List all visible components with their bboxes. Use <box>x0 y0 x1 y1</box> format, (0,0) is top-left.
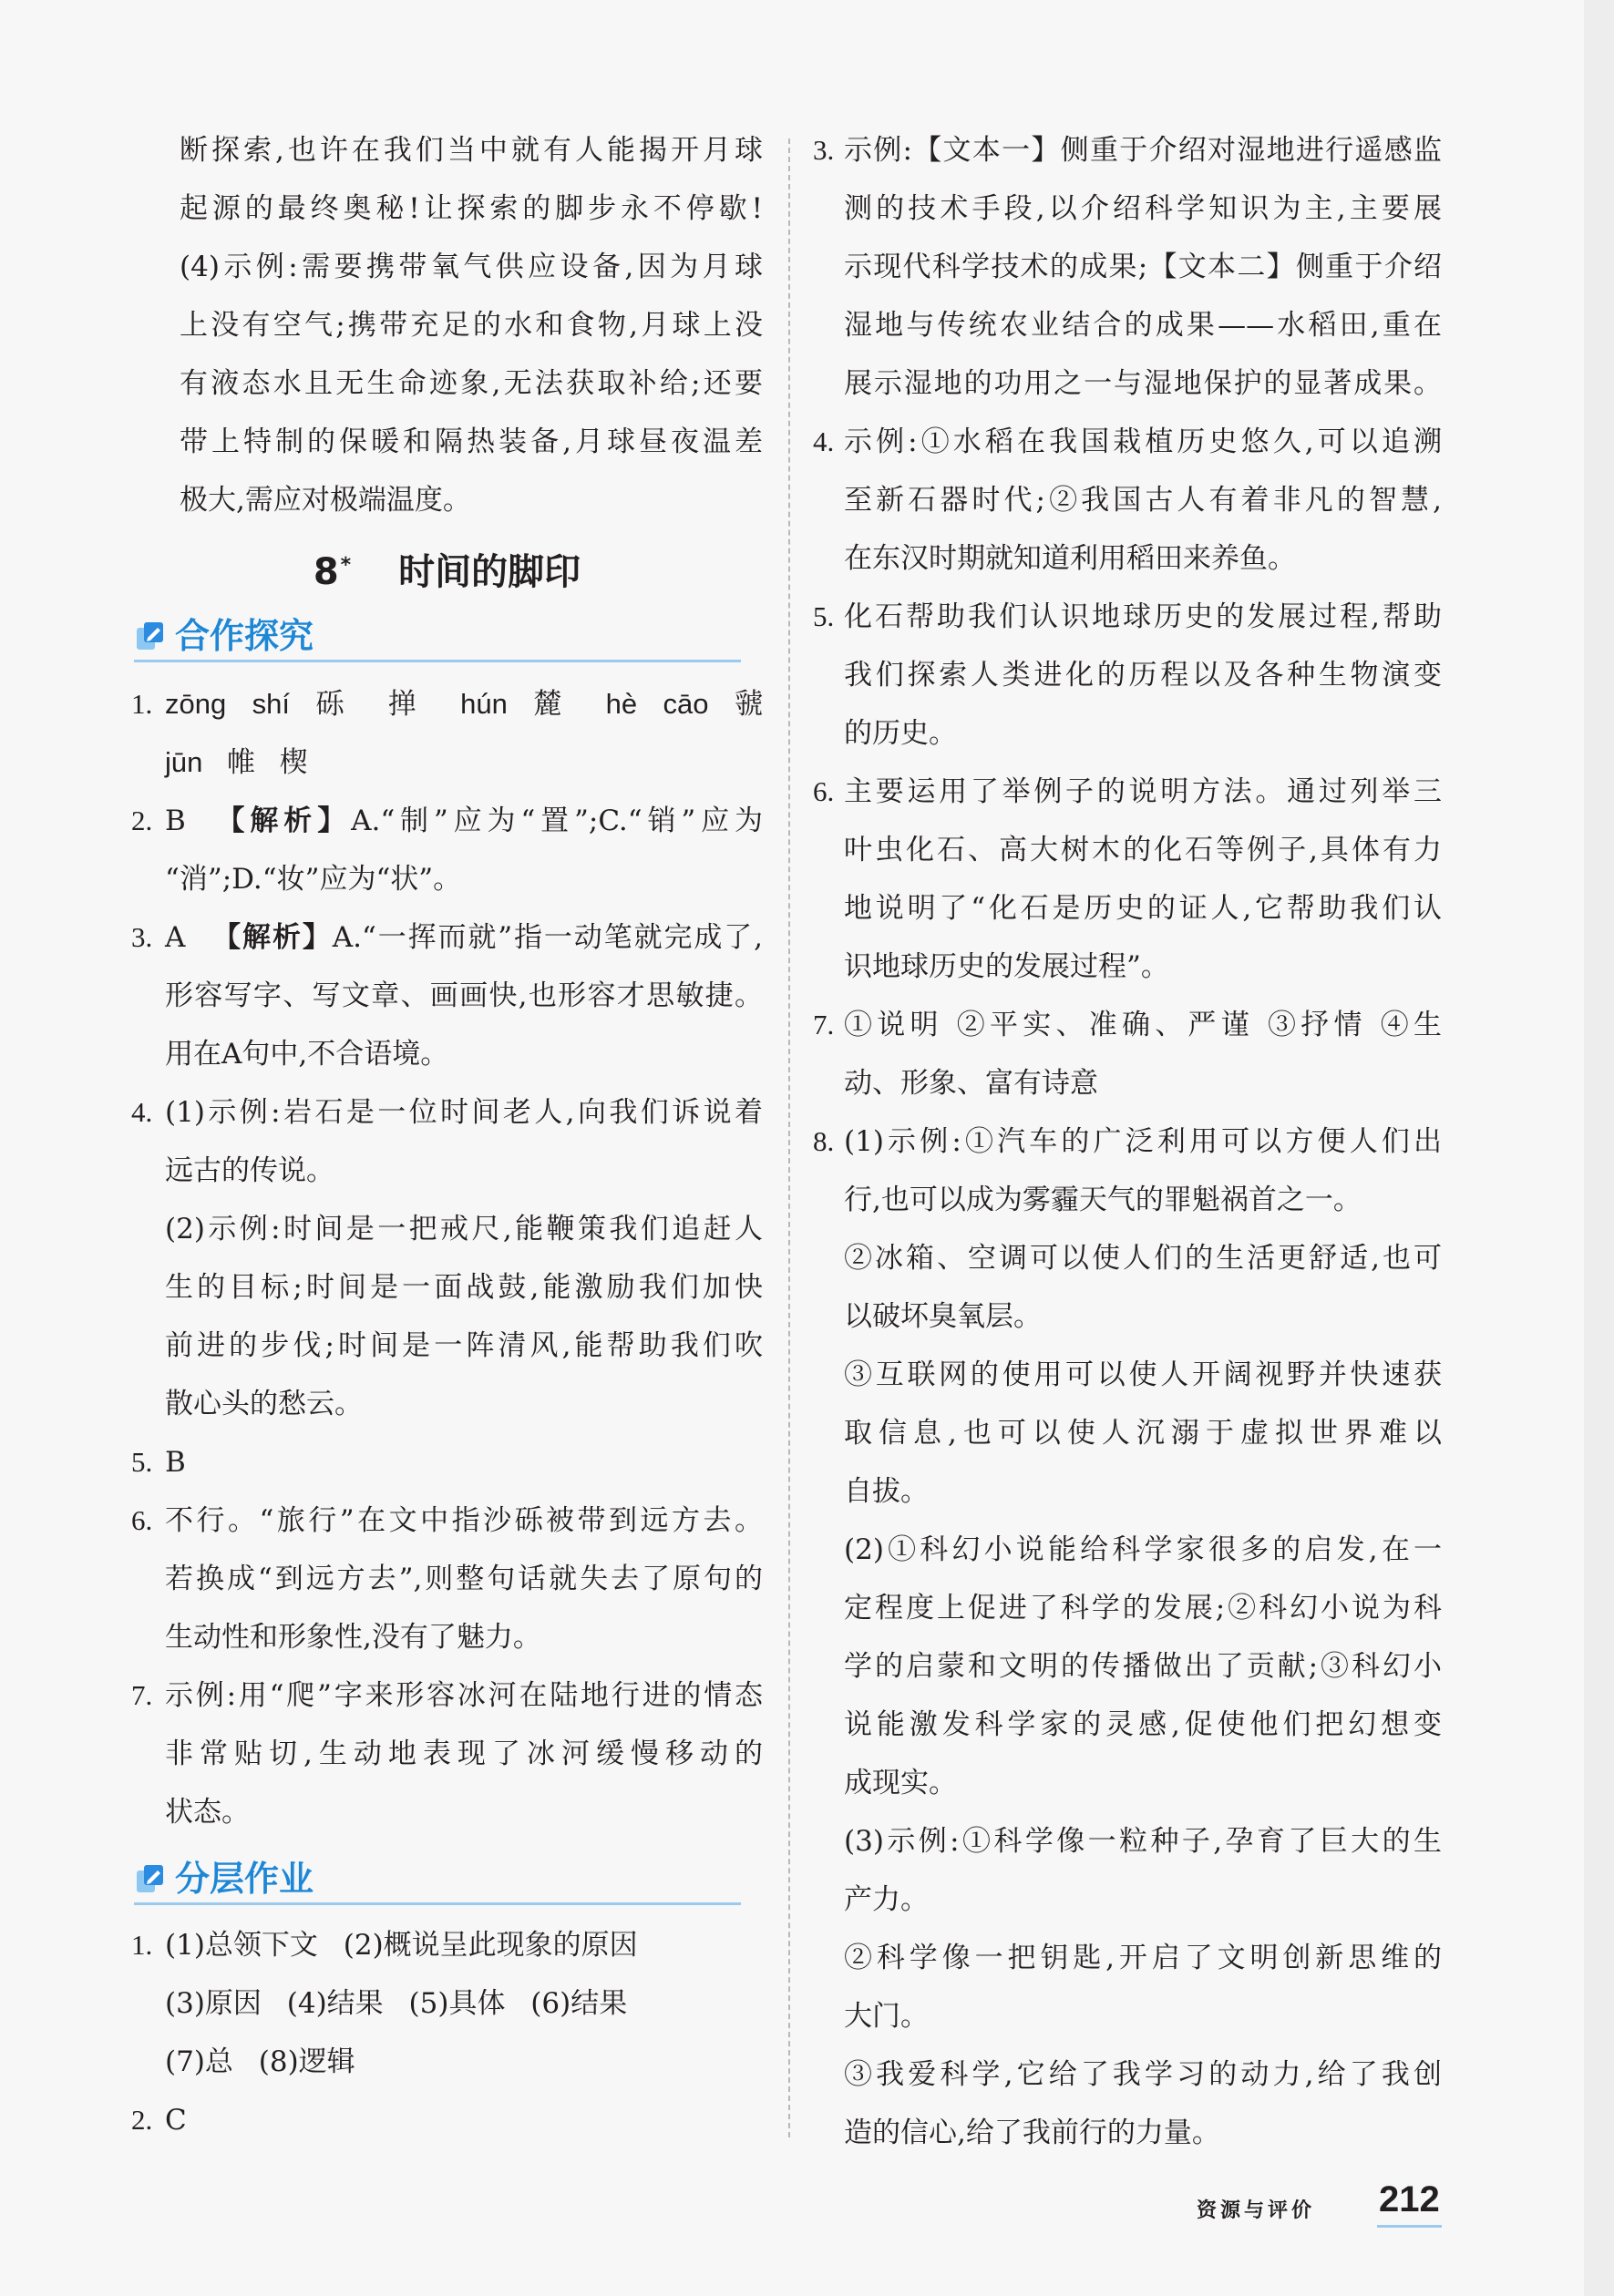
answer-line: (1)总领下文 (2)概说呈此现象的原因 <box>165 1929 638 1962</box>
answer-line: 说能激发科学家的灵感,促使他们把幻想变 <box>844 1708 1442 1741</box>
continued-answer <box>180 121 763 529</box>
answer-line: 断探索,也许在我们当中就有人能揭开月球 <box>180 134 763 167</box>
answer-line: 化石帮助我们认识地球历史的发展过程,帮助 <box>844 600 1442 633</box>
answer-line: 识地球历史的发展过程”。 <box>844 950 1169 983</box>
answer-line: 大门。 <box>844 2000 929 2033</box>
answer-line: 我们探索人类进化的历程以及各种生物演变 <box>844 659 1442 692</box>
question-number: 1. <box>131 688 153 720</box>
answer-line: ②科学像一把钥匙,开启了文明创新思维的 <box>844 1942 1442 1974</box>
answer-line: 展示湿地的功用之一与湿地保护的显著成果。 <box>844 367 1442 400</box>
answer-choice: B <box>165 805 186 837</box>
scan-edge <box>1584 0 1614 2296</box>
right-column-answers <box>813 121 1442 2162</box>
pencil-document-icon <box>134 620 167 652</box>
answer-line: zōng shí 砾 掸 hún 麓 hè cāo 虢 <box>165 688 763 720</box>
list-item <box>131 1433 763 1491</box>
list-item <box>131 675 763 733</box>
question-number: 6. <box>813 775 835 807</box>
answer-line: 主要运用了举例子的说明方法。通过列举三 <box>844 775 1442 808</box>
answer-line: (3)原因 (4)结果 (5)具体 (6)结果 <box>165 1987 628 2020</box>
answer-line: 取信息,也可以使人沉溺于虚拟世界难以 <box>844 1417 1442 1450</box>
section-heading-text: 合作探究 <box>175 616 314 656</box>
answer-line: 地说明了“化石是历史的证人,它帮助我们认 <box>844 892 1442 925</box>
answer-line: 不行。“旅行”在文中指沙砾被带到远方去。 <box>165 1504 763 1537</box>
lesson-name: 时间的脚印 <box>398 551 581 593</box>
answer-line: 有液态水且无生命迹象,无法获取补给;还要 <box>180 367 763 400</box>
answer-line: 示例:用“爬”字来形容冰河在陆地行进的情态 <box>165 1679 763 1712</box>
list-item <box>813 996 1442 1054</box>
question-number: 2. <box>131 805 153 836</box>
answer-line: 叶虫化石、高大树木的化石等例子,具体有力 <box>844 834 1442 866</box>
page-number: 212 <box>1377 2178 1442 2228</box>
answer-line: 上没有空气;携带充足的水和食物,月球上没 <box>180 309 763 342</box>
answer-line: (4)示例:需要携带氧气供应设备,因为月球 <box>180 251 763 283</box>
section-heading-text: 分层作业 <box>175 1859 314 1899</box>
analysis-label: 【解析】 <box>211 805 352 837</box>
answer-line: 自拔。 <box>844 1475 929 1508</box>
question-number: 2. <box>131 2104 153 2136</box>
layered-answers <box>131 1916 763 2149</box>
question-number: 6. <box>131 1504 153 1536</box>
answer-line: C <box>165 2104 187 2137</box>
question-number: 1. <box>131 1929 153 1961</box>
answer-line: B <box>165 1446 186 1479</box>
question-number: 5. <box>131 1446 153 1478</box>
answer-line: 至新石器时代;②我国古人有着非凡的智慧, <box>844 484 1442 517</box>
question-number: 4. <box>131 1096 153 1128</box>
list-item <box>813 1112 1442 1171</box>
lesson-mark: * <box>340 554 352 577</box>
answer-line: 示例:①水稻在我国栽植历史悠久,可以追溯 <box>844 425 1442 458</box>
answer-line: “消”;D.“妆”应为“状”。 <box>165 863 462 896</box>
answer-line: 形容写字、写文章、画画快,也形容才思敏捷。 <box>165 979 763 1012</box>
answer-line: 若换成“到远方去”,则整句话就失去了原句的 <box>165 1563 763 1595</box>
answer-line <box>165 908 763 967</box>
answer-line: 成现实。 <box>844 1767 957 1799</box>
list-item <box>131 908 763 967</box>
list-item <box>131 792 763 850</box>
answer-line: 极大,需应对极端温度。 <box>180 484 471 517</box>
answer-line: 起源的最终奥秘!让探索的脚步永不停歇! <box>180 192 763 225</box>
answer-line: 测的技术手段,以介绍科学知识为主,主要展 <box>844 192 1442 225</box>
answer-text: A.“制”应为“置”;C.“销”应为 <box>351 805 763 837</box>
answer-line: (1)示例:①汽车的广泛利用可以方便人们出 <box>844 1125 1442 1158</box>
answer-line: 非常贴切,生动地表现了冰河缓慢移动的 <box>165 1737 763 1770</box>
answer-line: jūn 帷 楔 <box>165 746 308 778</box>
lesson-title <box>131 537 763 595</box>
question-number: 3. <box>813 134 835 166</box>
cooperate-answers <box>131 675 763 1841</box>
question-number: 8. <box>813 1125 835 1157</box>
answer-choice: A <box>165 921 186 954</box>
answer-line: (3)示例:①科学像一粒种子,孕育了巨大的生 <box>844 1825 1442 1858</box>
answer-line: 远古的传说。 <box>165 1154 334 1187</box>
answer-line: ①说明 ②平实、准确、严谨 ③抒情 ④生 <box>844 1009 1442 1041</box>
answer-line: 的历史。 <box>844 717 957 750</box>
answer-line: 带上特制的保暖和隔热装备,月球昼夜温差 <box>180 425 763 458</box>
answer-line: 造的信心,给了我前行的力量。 <box>844 2117 1220 2149</box>
answer-line: ③我爱科学,它给了我学习的动力,给了我创 <box>844 2058 1442 2091</box>
answer-line: 示例:【文本一】侧重于介绍对湿地进行遥感监 <box>844 134 1442 167</box>
answer-text: A.“一挥而就”指一动笔就完成了, <box>332 921 763 954</box>
question-number: 4. <box>813 425 835 457</box>
answer-line: 用在A句中,不合语境。 <box>165 1038 449 1071</box>
section-heading-cooperate <box>134 612 741 662</box>
answer-line: ②冰箱、空调可以使人们的生活更舒适,也可 <box>844 1242 1442 1275</box>
list-item <box>131 1666 763 1725</box>
answer-line: (2)①科幻小说能给科学家很多的启发,在一 <box>844 1533 1442 1566</box>
answer-line: 动、形象、富有诗意 <box>844 1067 1098 1100</box>
list-item <box>131 2091 763 2149</box>
column-divider <box>788 138 790 2137</box>
list-item <box>131 1916 763 1974</box>
section-heading-layered <box>134 1855 741 1905</box>
answer-line: 行,也可以成为雾霾天气的罪魁祸首之一。 <box>844 1184 1362 1216</box>
question-number: 3. <box>131 921 153 953</box>
pencil-document-icon <box>134 1862 167 1895</box>
question-number: 7. <box>131 1679 153 1711</box>
answer-line <box>165 792 763 850</box>
answer-line: 产力。 <box>844 1883 929 1916</box>
answer-line: 湿地与传统农业结合的成果——水稻田,重在 <box>844 309 1442 342</box>
question-number: 7. <box>813 1009 835 1040</box>
list-item <box>813 121 1442 179</box>
answer-line: (7)总 (8)逻辑 <box>165 2045 355 2078</box>
answer-line: 学的启蒙和文明的传播做出了贡献;③科幻小 <box>844 1650 1442 1683</box>
answer-line: 生的目标;时间是一面战鼓,能激励我们加快 <box>165 1271 763 1304</box>
answer-line: (2)示例:时间是一把戒尺,能鞭策我们追赶人 <box>165 1213 763 1245</box>
list-item <box>813 588 1442 646</box>
lesson-number: 8 <box>313 551 339 593</box>
answer-line: 在东汉时期就知道利用稻田来养鱼。 <box>844 542 1296 575</box>
answer-line: 前进的步伐;时间是一阵清风,能帮助我们吹 <box>165 1329 763 1362</box>
analysis-label: 【解析】 <box>211 921 333 954</box>
list-item <box>813 413 1442 471</box>
footer-label: 资源与评价 <box>1197 2199 1316 2222</box>
answer-line: 示现代科学技术的成果;【文本二】侧重于介绍 <box>844 251 1442 283</box>
answer-line: 状态。 <box>165 1796 250 1829</box>
answer-line: 以破坏臭氧层。 <box>844 1300 1042 1333</box>
question-number: 5. <box>813 600 835 632</box>
answer-line: ③互联网的使用可以使人开阔视野并快速获 <box>844 1358 1442 1391</box>
list-item <box>813 763 1442 821</box>
answer-line: (1)示例:岩石是一位时间老人,向我们诉说着 <box>165 1096 763 1129</box>
list-item <box>131 1083 763 1142</box>
list-item <box>131 1491 763 1550</box>
answer-line: 生动性和形象性,没有了魅力。 <box>165 1621 541 1654</box>
answer-line: 散心头的愁云。 <box>165 1388 363 1420</box>
answer-line: 定程度上促进了科学的发展;②科幻小说为科 <box>844 1592 1442 1625</box>
